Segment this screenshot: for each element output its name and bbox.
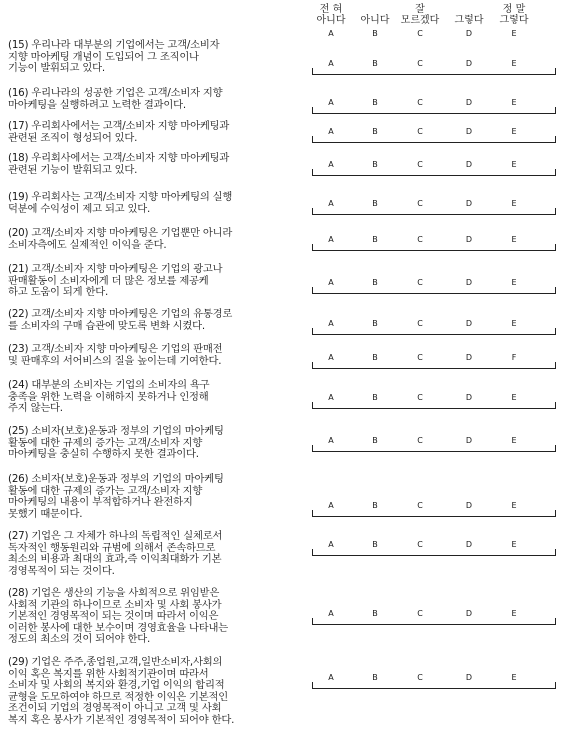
question-text	[8, 40, 308, 75]
scale-end-tick	[312, 107, 313, 114]
question-text	[8, 344, 308, 367]
scale-line	[312, 293, 556, 294]
question-body: 우리나라의 성공한 기업은 고객/소비자 지향 마아케팅을 실행하려고 노력한 결과이다.	[8, 87, 223, 111]
answer-option-d[interactable]: D	[465, 127, 473, 136]
scale-header-letter: D	[465, 29, 473, 38]
answer-option-d[interactable]: D	[465, 160, 473, 169]
question-text	[8, 531, 308, 577]
question-number: (17)	[8, 120, 29, 132]
question-body: 우리회사에서는 고객/소비자 지향 마아케팅과 관련된 조직이 형성되어 있다.	[8, 120, 230, 144]
question-text	[8, 657, 308, 727]
answer-scale	[312, 97, 556, 119]
answer-option-b[interactable]: B	[372, 393, 378, 402]
answer-option-e[interactable]: E	[511, 436, 517, 445]
answer-option-c[interactable]: C	[417, 609, 423, 618]
question-number: (28)	[8, 587, 29, 599]
answer-option-b[interactable]: B	[372, 540, 378, 549]
answer-option-c[interactable]: C	[417, 353, 423, 362]
question-number: (20)	[8, 227, 29, 239]
answer-option-a[interactable]: A	[328, 235, 334, 244]
scale-line	[312, 214, 556, 215]
scale-end-tick	[555, 136, 556, 143]
answer-option-a[interactable]: A	[328, 353, 334, 362]
scale-line	[312, 142, 556, 143]
question-number: (24)	[8, 379, 29, 391]
question-number: (27)	[8, 530, 29, 542]
question-body: 우리회사는 고객/소비자 지향 마아케팅의 실행 덕분에 수익성이 제고 되고 있다.	[8, 191, 233, 215]
answer-option-c[interactable]: C	[417, 319, 423, 328]
scale-end-tick	[312, 402, 313, 409]
answer-option-b[interactable]: B	[372, 160, 378, 169]
scale-header-line1: 전 혀	[319, 4, 343, 15]
answer-scale	[312, 672, 556, 694]
answer-option-a[interactable]: A	[328, 673, 334, 682]
answer-option-e[interactable]: E	[511, 609, 517, 618]
scale-end-tick	[555, 618, 556, 625]
scale-header-line1: 정 말	[502, 4, 526, 15]
question-body: 우리나라 대부분의 기업에서는 고객/소비자 지향 마아케팅 개념이 도입되어 그 조직이나 기능이 발휘되고 있다.	[8, 39, 220, 75]
question-number: (25)	[8, 425, 29, 437]
scale-end-tick	[312, 68, 313, 75]
answer-option-e[interactable]: E	[511, 501, 517, 510]
answer-option-b[interactable]: B	[372, 199, 378, 208]
answer-option-c[interactable]: C	[417, 235, 423, 244]
scale-end-tick	[312, 208, 313, 215]
answer-scale	[312, 58, 556, 80]
answer-option-b[interactable]: B	[372, 235, 378, 244]
answer-option-d[interactable]: D	[465, 540, 473, 549]
scale-end-tick	[555, 287, 556, 294]
question-number: (21)	[8, 263, 29, 275]
question-text	[8, 588, 308, 646]
answer-option-d[interactable]: D	[465, 59, 473, 68]
scale-line	[312, 74, 556, 75]
scale-end-tick	[555, 510, 556, 517]
answer-option-d[interactable]: D	[465, 319, 473, 328]
answer-option-b[interactable]: B	[372, 98, 378, 107]
scale-end-tick	[555, 328, 556, 335]
scale-line	[312, 451, 556, 452]
question-body: 고객/소비자 지향 마아케팅은 기업뿐만 아니라 소비자측에도 실제적인 이익을 준다.	[8, 227, 233, 251]
answer-option-e[interactable]: E	[511, 319, 517, 328]
answer-option-a[interactable]: A	[328, 160, 334, 169]
answer-option-a[interactable]: A	[328, 278, 334, 287]
scale-line	[312, 624, 556, 625]
answer-scale	[312, 198, 556, 220]
answer-option-c[interactable]: C	[417, 127, 423, 136]
scale-header-letter: E	[511, 29, 517, 38]
scale-end-tick	[312, 244, 313, 251]
answer-option-d[interactable]: D	[465, 436, 473, 445]
scale-line	[312, 555, 556, 556]
scale-end-tick	[312, 549, 313, 556]
answer-option-b[interactable]: B	[372, 127, 378, 136]
scale-line	[312, 408, 556, 409]
answer-option-c[interactable]: C	[417, 199, 423, 208]
answer-option-a[interactable]: A	[328, 59, 334, 68]
answer-option-d[interactable]: D	[465, 278, 473, 287]
answer-scale	[312, 159, 556, 181]
scale-header-letter: B	[372, 29, 378, 38]
question-text	[8, 380, 308, 415]
answer-option-e[interactable]: E	[511, 673, 517, 682]
scale-end-tick	[312, 618, 313, 625]
question-number: (19)	[8, 191, 29, 203]
answer-option-b[interactable]: B	[372, 319, 378, 328]
scale-end-tick	[555, 402, 556, 409]
answer-scale	[312, 500, 556, 522]
scale-end-tick	[555, 208, 556, 215]
answer-option-d[interactable]: D	[465, 501, 473, 510]
answer-scale	[312, 277, 556, 299]
answer-option-c[interactable]: C	[417, 160, 423, 169]
scale-line	[312, 175, 556, 176]
answer-option-e[interactable]: E	[511, 98, 517, 107]
question-text	[8, 228, 308, 251]
scale-line	[312, 334, 556, 335]
question-body: 대부분의 소비자는 기업의 소비자의 욕구 충족을 위한 노력을 이해하지 못하거나 인정해 주지 않는다.	[8, 379, 210, 415]
answer-option-a[interactable]: A	[328, 501, 334, 510]
scale-end-tick	[555, 549, 556, 556]
scale-line	[312, 516, 556, 517]
answer-option-d[interactable]: D	[465, 609, 473, 618]
answer-option-b[interactable]: B	[372, 436, 378, 445]
answer-option-a[interactable]: A	[328, 127, 334, 136]
scale-header-line1: 잘	[415, 4, 425, 15]
answer-option-e[interactable]: E	[511, 59, 517, 68]
answer-option-a[interactable]: A	[328, 609, 334, 618]
question-number: (18)	[8, 152, 29, 164]
answer-option-a[interactable]: A	[328, 199, 334, 208]
question-number: (16)	[8, 87, 29, 99]
question-number: (29)	[8, 656, 29, 668]
question-body: 고객/소비자 지향 마아케팅은 기업의 광고나 판매활동이 소비자에게 더 많은 정보를 제공케 하고 도움이 되게 한다.	[8, 263, 223, 299]
scale-header-label: 모르겠다	[400, 15, 440, 26]
answer-scale	[312, 392, 556, 414]
question-number: (22)	[8, 308, 29, 320]
answer-option-a[interactable]: A	[328, 540, 334, 549]
answer-option-a[interactable]: A	[328, 393, 334, 402]
question-body: 고객/소비자 지향 마아케팅은 기업의 유통경로 를 소비자의 구매 습관에 맞도록 변화 시켰다.	[8, 308, 233, 332]
scale-end-tick	[555, 169, 556, 176]
question-text	[8, 153, 308, 176]
answer-option-c[interactable]: C	[417, 98, 423, 107]
answer-option-d[interactable]: D	[465, 393, 473, 402]
scale-header-label: 그렇다	[499, 15, 529, 26]
answer-option-c[interactable]: C	[417, 59, 423, 68]
question-number: (23)	[8, 343, 29, 355]
scale-end-tick	[555, 445, 556, 452]
question-text	[8, 121, 308, 144]
question-text	[8, 192, 308, 215]
scale-end-tick	[555, 68, 556, 75]
answer-option-b[interactable]: B	[372, 59, 378, 68]
answer-option-e[interactable]: E	[511, 393, 517, 402]
question-number: (15)	[8, 39, 29, 51]
scale-end-tick	[312, 445, 313, 452]
answer-option-c[interactable]: C	[417, 673, 423, 682]
scale-end-tick	[312, 362, 313, 369]
scale-end-tick	[312, 136, 313, 143]
answer-option-c[interactable]: C	[417, 278, 423, 287]
answer-option-e[interactable]: E	[511, 199, 517, 208]
scale-end-tick	[555, 362, 556, 369]
scale-end-tick	[555, 244, 556, 251]
answer-option-c[interactable]: C	[417, 501, 423, 510]
answer-scale	[312, 352, 556, 374]
answer-option-e[interactable]: E	[511, 235, 517, 244]
scale-line	[312, 113, 556, 114]
answer-option-e[interactable]: E	[511, 160, 517, 169]
question-body: 우리회사에서는 고객/소비자 지향 마아케팅과 관련된 기능이 발휘되고 있다.	[8, 152, 230, 176]
question-body: 기업은 생산의 기능을 사회적으로 위임받은 사회적 기관의 하나이므로 소비자 및 사회 봉사가 기본적인 경영목적이 되는 것이며 따라서 이익은 이러한 봉사에 대한 보수이며 경영효율을 나타내는 정도의 최소의 것이 되어야 한다.	[8, 587, 229, 646]
scale-end-tick	[555, 107, 556, 114]
scale-header-label: 아니다	[316, 15, 346, 26]
scale-end-tick	[312, 682, 313, 689]
question-body: 기업은 그 자체가 하나의 독립적인 실체로서 독자적인 행동원리와 규범에 의해서 존속하므로 최소의 비용과 최대의 효과,즉 이익최대화가 기본 경영목적이 되는 것이다.	[8, 530, 223, 577]
answer-scale	[312, 608, 556, 630]
scale-line	[312, 368, 556, 369]
answer-option-e[interactable]: F	[511, 353, 517, 362]
scale-end-tick	[312, 169, 313, 176]
scale-header-label: 그렇다	[454, 15, 484, 26]
question-number: (26)	[8, 473, 29, 485]
answer-option-a[interactable]: A	[328, 436, 334, 445]
scale-end-tick	[312, 510, 313, 517]
answer-option-b[interactable]: B	[372, 353, 378, 362]
scale-line	[312, 688, 556, 689]
answer-option-d[interactable]: D	[465, 353, 473, 362]
question-body: 고객/소비자 지향 마아케팅은 기업의 판매전 및 판매후의 서어비스의 질을 높이는데 기여한다.	[8, 343, 223, 367]
answer-scale	[312, 234, 556, 256]
question-text	[8, 88, 308, 111]
scale-header-label: 아니다	[360, 15, 390, 26]
answer-option-a[interactable]: A	[328, 319, 334, 328]
scale-header-letter: A	[328, 29, 334, 38]
answer-option-c[interactable]: C	[417, 393, 423, 402]
answer-option-d[interactable]: D	[465, 199, 473, 208]
answer-option-e[interactable]: E	[511, 278, 517, 287]
answer-option-c[interactable]: C	[417, 436, 423, 445]
answer-option-d[interactable]: D	[465, 98, 473, 107]
answer-option-d[interactable]: D	[465, 673, 473, 682]
question-body: 소비자(보호)운동과 정부의 기업의 마아케팅 활동에 대한 규제의 증가는 고객/소비자 지향 마아케팅을 충실히 수행하지 못한 결과이다.	[8, 425, 224, 461]
answer-option-b[interactable]: B	[372, 278, 378, 287]
answer-option-d[interactable]: D	[465, 235, 473, 244]
scale-header-letter: C	[417, 29, 423, 38]
question-body: 기업은 주주,종업원,고객,일반소비자,사회의 이익 혹은 복지를 위한 사회적기관이며 따라서 소비자 및 사회의 복지와 환경,기업 이익의 합리적 균형을 도모하여야 하므로 적정한 이익은 기본적인 조건이되 기업의 경영목적이 아니고 고객 및 사회 복지 혹은 봉사가 기본적인 경영목적이 되어야 한다.	[8, 656, 235, 726]
scale-end-tick	[312, 328, 313, 335]
answer-option-a[interactable]: A	[328, 98, 334, 107]
question-text	[8, 264, 308, 299]
scale-header-column	[484, 4, 544, 39]
question-text	[8, 309, 308, 332]
answer-option-e[interactable]: E	[511, 540, 517, 549]
scale-end-tick	[312, 287, 313, 294]
answer-scale	[312, 539, 556, 561]
question-text	[8, 474, 308, 520]
answer-option-b[interactable]: B	[372, 609, 378, 618]
answer-scale	[312, 318, 556, 340]
answer-scale	[312, 435, 556, 457]
answer-option-c[interactable]: C	[417, 540, 423, 549]
answer-scale	[312, 126, 556, 148]
answer-option-e[interactable]: E	[511, 127, 517, 136]
answer-option-b[interactable]: B	[372, 673, 378, 682]
question-text	[8, 426, 308, 461]
answer-option-b[interactable]: B	[372, 501, 378, 510]
scale-end-tick	[555, 682, 556, 689]
scale-line	[312, 250, 556, 251]
question-body: 소비자(보호)운동과 정부의 기업의 마아케팅 활동에 대한 규제의 증가는 고객/소비자 지향 마아케팅의 내용이 부적합하거나 완전하지 못했기 때문이다.	[8, 473, 224, 520]
